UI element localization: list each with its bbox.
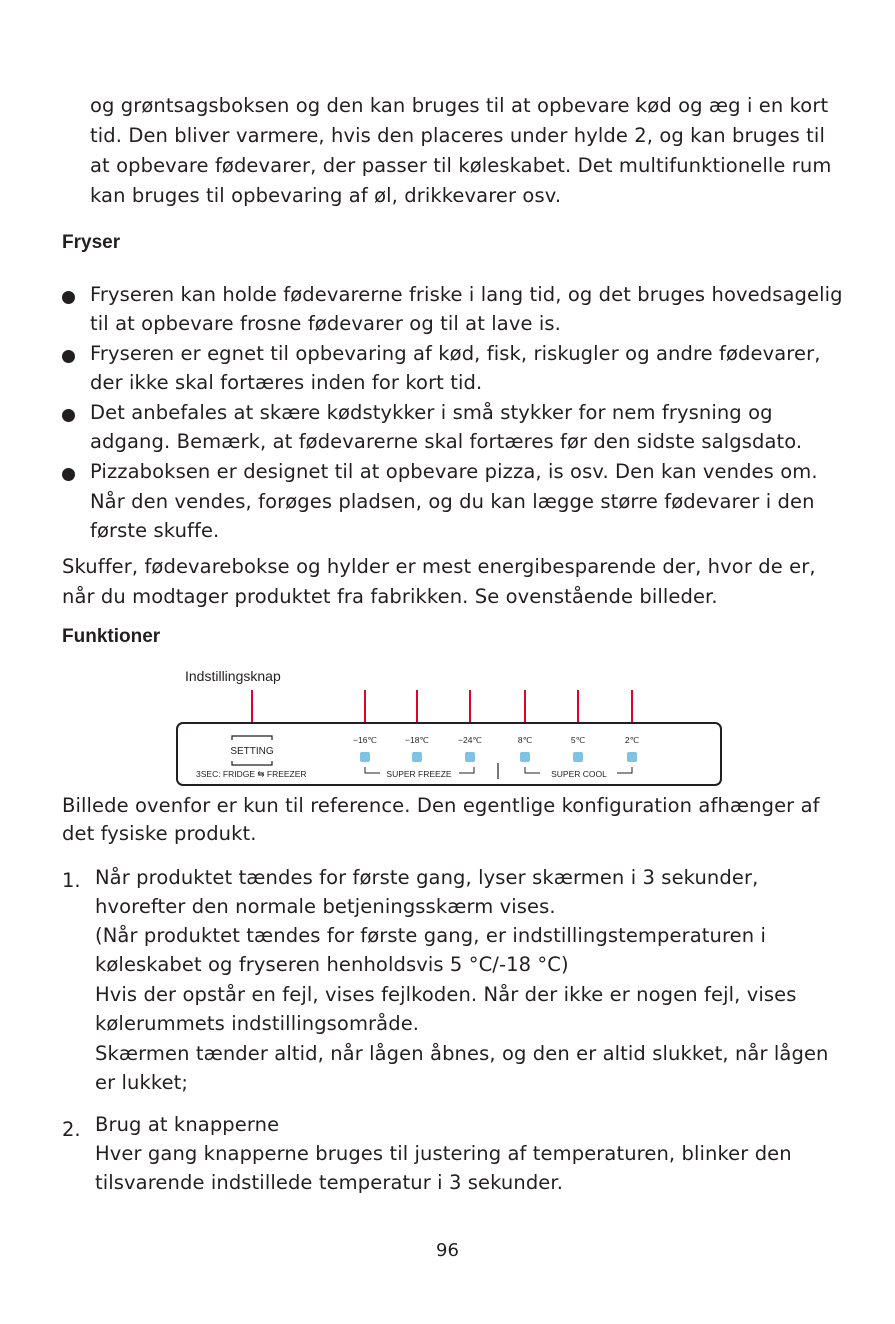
- paragraph-line: når du modtager produktet fra fabrikken. Se ovenstående billeder.: [62, 585, 718, 608]
- bullet-line: Når den vendes, forøges pladsen, og du kan lægge større fødevarer i den: [90, 490, 815, 513]
- item-line: kølerummets indstillingsområde.: [95, 1012, 420, 1035]
- mode-label: 3SEC: FRIDGE ⇆ FREEZER: [196, 769, 307, 779]
- bullet-line: Fryseren kan holde fødevarerne friske i lang tid, og det bruges hovedsagelig: [90, 283, 843, 306]
- setting-button[interactable]: SETTING: [230, 746, 274, 757]
- item-line: køleskabet og fryseren henholdsvis 5 °C/-18 °C): [95, 953, 569, 976]
- page-number: 96: [436, 1240, 459, 1261]
- led-indicator: [520, 752, 530, 762]
- bullet-dot: [62, 468, 75, 481]
- item-line: Brug at knapperne: [95, 1113, 280, 1136]
- bullet-line: Det anbefales at skære kødstykker i små stykker for nem frysning og: [90, 401, 773, 424]
- temp-label: 8℃: [517, 735, 533, 745]
- item-number: 1.: [62, 869, 81, 892]
- paragraph-line: Skuffer, fødevarebokse og hylder er mest energibesparende der, hvor de er,: [62, 555, 816, 578]
- super-freeze-label: SUPER FREEZE: [386, 769, 452, 779]
- bullet-dot: [62, 409, 75, 422]
- led-indicator: [360, 752, 370, 762]
- intro-line: at opbevare fødevarer, der passer til køleskabet. Det multifunktionelle rum: [90, 154, 832, 177]
- item-line: tilsvarende indstillede temperatur i 3 sekunder.: [95, 1171, 564, 1194]
- led-indicator: [465, 752, 475, 762]
- intro-line: tid. Den bliver varmere, hvis den placeres under hylde 2, og kan bruges til: [90, 124, 825, 147]
- bullet-dot: [62, 350, 75, 363]
- bullet-line: til at opbevare frosne fødevarer og til at lave is.: [90, 312, 561, 335]
- temp-label: −16℃: [353, 735, 377, 745]
- bullet-line: adgang. Bemærk, at fødevarerne skal fortæres før den sidste salgsdato.: [90, 430, 803, 453]
- temp-label: −24℃: [458, 735, 482, 745]
- item-line: Skærmen tænder altid, når lågen åbnes, og den er altid slukket, når lågen: [95, 1042, 829, 1065]
- super-cool-label: SUPER COOL: [551, 769, 607, 779]
- caption-line: det fysiske produkt.: [62, 822, 257, 845]
- item-number: 2.: [62, 1118, 81, 1141]
- item-line: (Når produktet tændes for første gang, er indstillingstemperaturen i: [95, 924, 767, 947]
- control-panel-diagram: [0, 660, 895, 790]
- bullet-dot: [62, 291, 75, 304]
- led-indicator: [573, 752, 583, 762]
- temp-label: 2℃: [624, 735, 640, 745]
- bullet-line: Fryseren er egnet til opbevaring af kød, fisk, riskugler og andre fødevarer,: [90, 342, 821, 365]
- item-line: Når produktet tændes for første gang, lyser skærmen i 3 sekunder,: [95, 866, 759, 889]
- temp-label: 5℃: [570, 735, 586, 745]
- led-indicator: [627, 752, 637, 762]
- bullet-line: første skuffe.: [90, 519, 220, 542]
- item-line: Hvis der opstår en fejl, vises fejlkoden. Når der ikke er nogen fejl, vises: [95, 983, 797, 1006]
- section-heading-fryser: Fryser: [62, 232, 121, 253]
- bullet-line: Pizzaboksen er designet til at opbevare pizza, is osv. Den kan vendes om.: [90, 460, 818, 483]
- temp-label: −18℃: [405, 735, 429, 745]
- caption-line: Billede ovenfor er kun til reference. Den egentlige konfiguration afhænger af: [62, 794, 820, 817]
- section-heading-funktioner: Funktioner: [62, 626, 161, 647]
- intro-line: og grøntsagsboksen og den kan bruges til at opbevare kød og æg i en kort: [90, 94, 829, 117]
- intro-line: kan bruges til opbevaring af øl, drikkevarer osv.: [90, 184, 562, 207]
- item-line: er lukket;: [95, 1071, 189, 1094]
- item-line: Hver gang knapperne bruges til justering af temperaturen, blinker den: [95, 1142, 792, 1165]
- callout-label: Indstillingsknap: [185, 668, 281, 684]
- led-indicator: [412, 752, 422, 762]
- bullet-line: der ikke skal fortæres inden for kort tid.: [90, 371, 483, 394]
- item-line: hvorefter den normale betjeningsskærm vises.: [95, 895, 556, 918]
